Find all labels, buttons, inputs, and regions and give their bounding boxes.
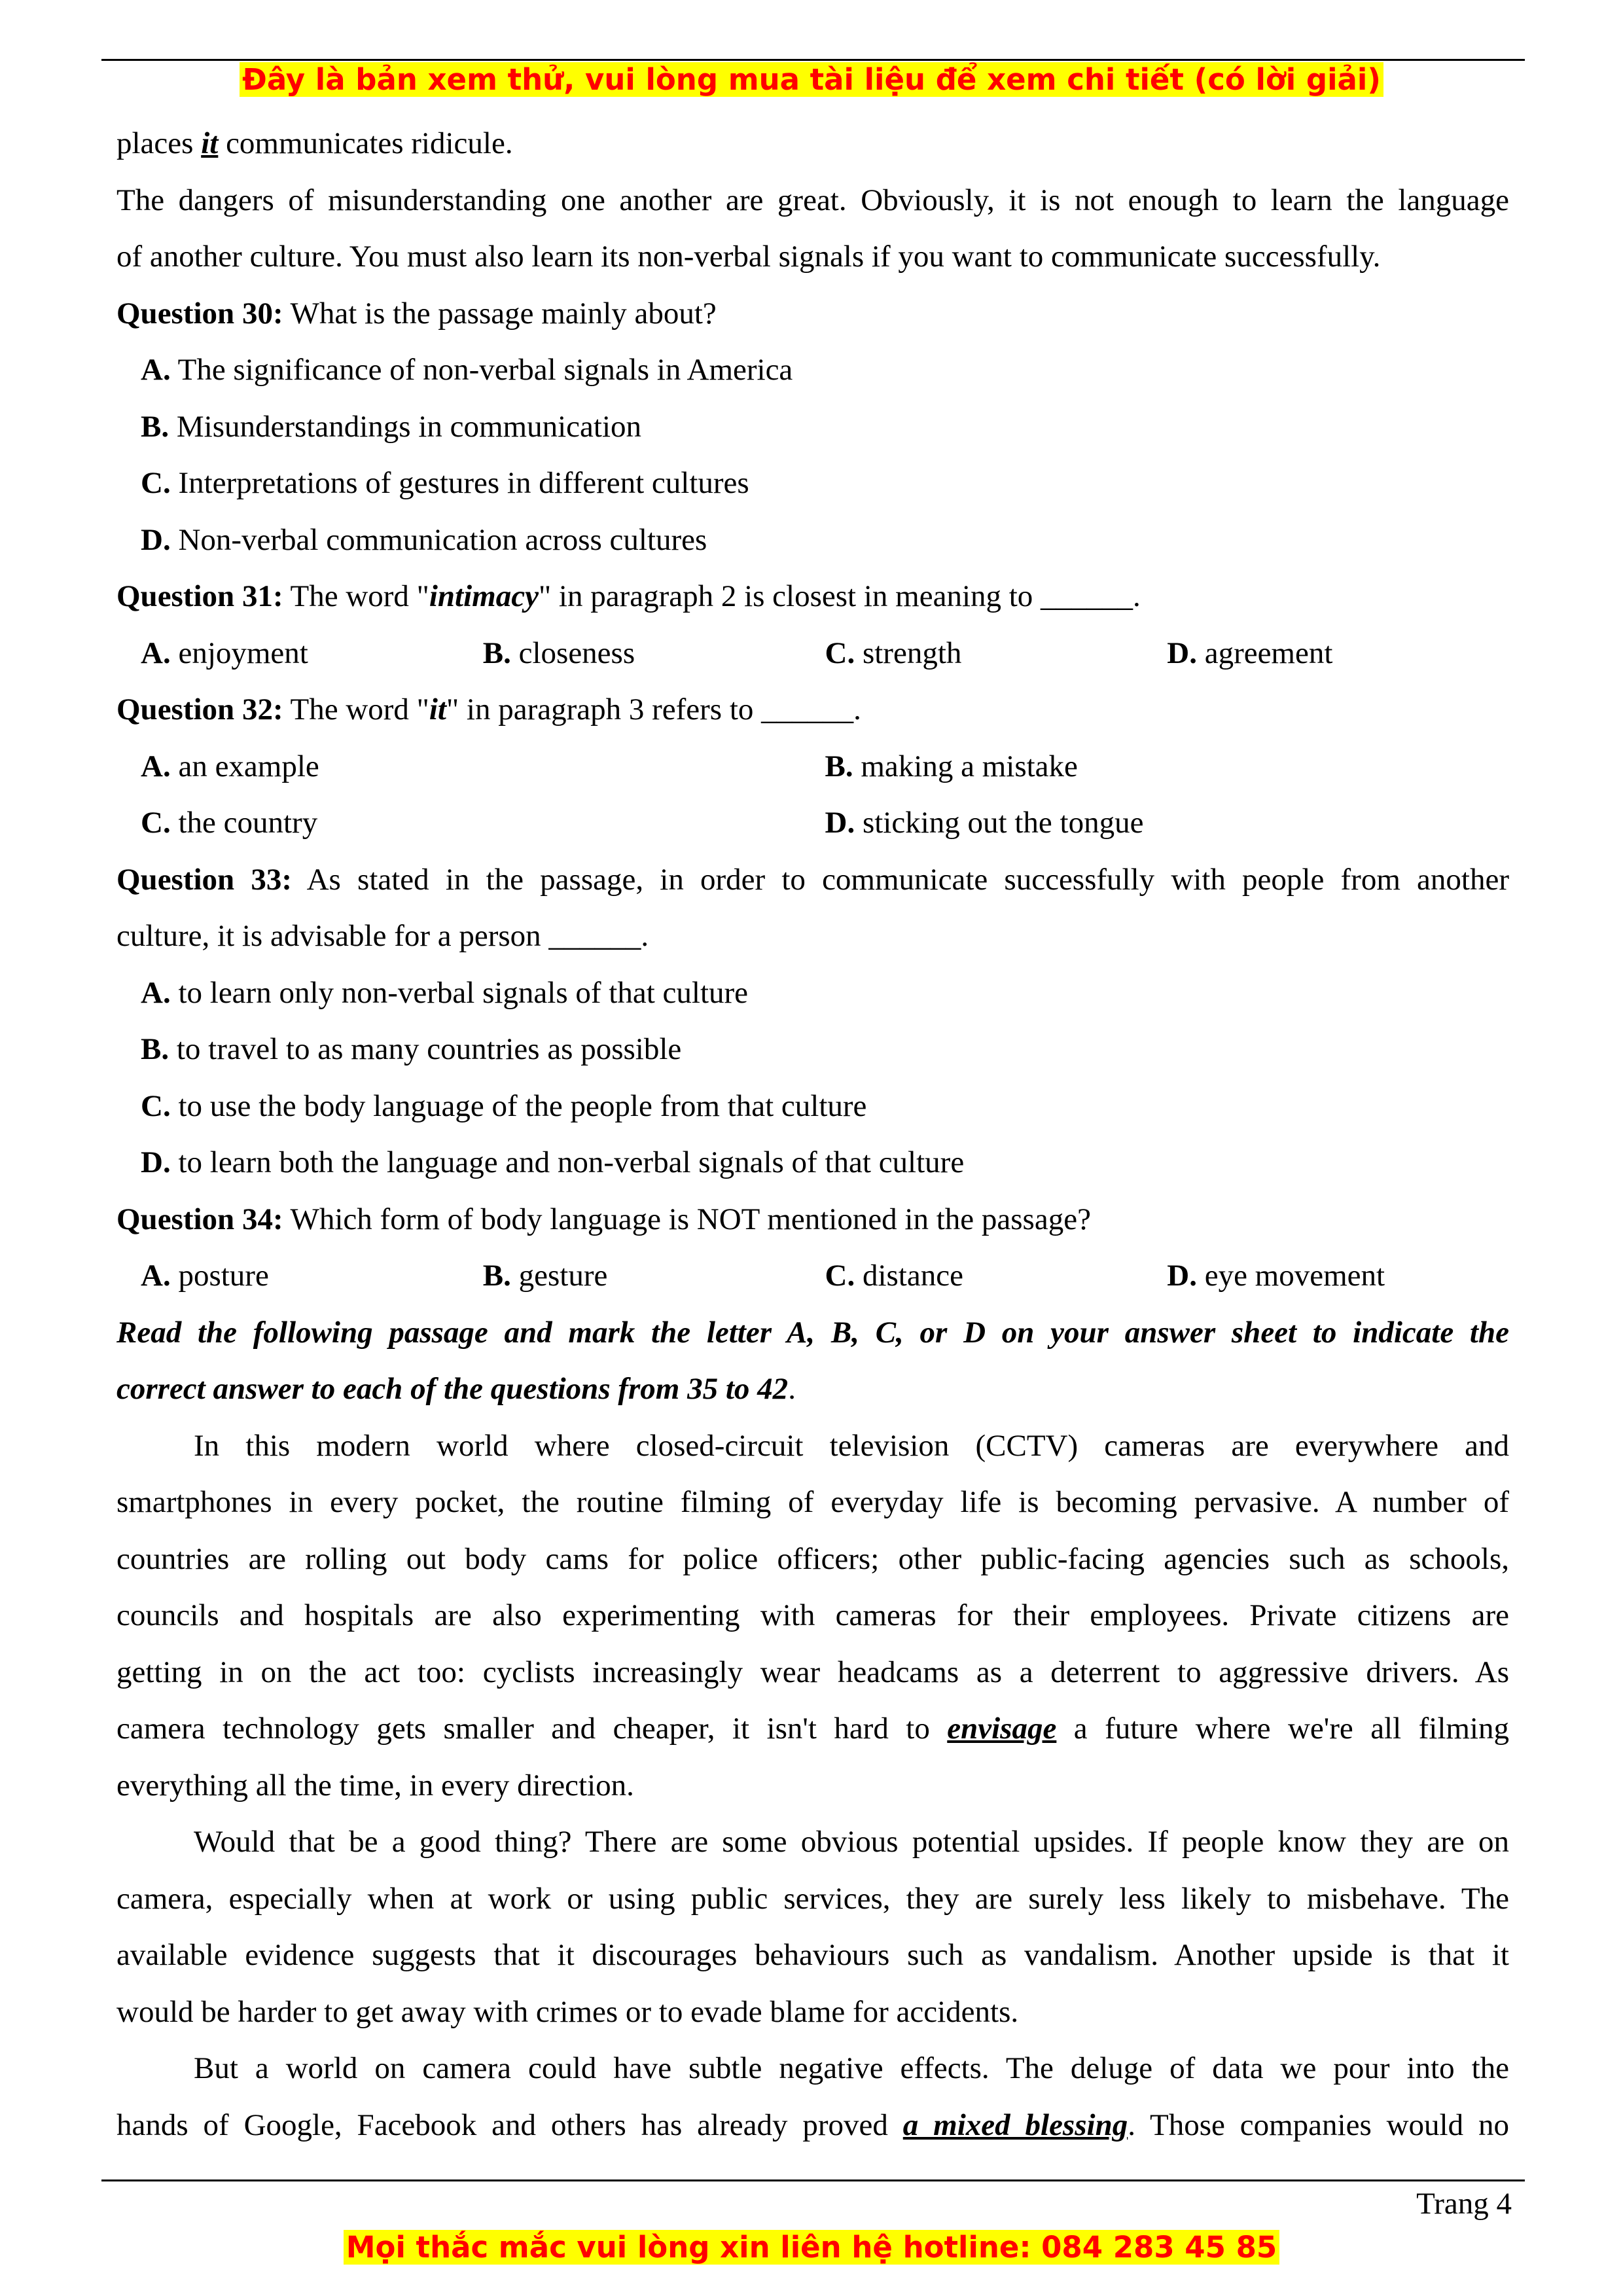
options-row: [116, 1247, 1509, 1304]
option-c[interactable]: C. strength: [825, 636, 962, 670]
passage-line: everything all the time, in every direction.: [116, 1768, 634, 1803]
passage-line: The dangers of misunderstanding one another are great. Obviously, it is not enough to learn the language: [116, 183, 1509, 217]
hotline-banner: [0, 2228, 1623, 2267]
option-d[interactable]: D. Non-verbal communication across cultures: [141, 522, 707, 557]
option-a[interactable]: A. enjoyment: [141, 636, 308, 670]
question-33-cont: culture, it is advisable for a person ______.: [116, 919, 649, 953]
passage-line: councils and hospitals are also experimenting with cameras for their employees. Private citizens are: [116, 1598, 1509, 1632]
option-d[interactable]: D. agreement: [1167, 636, 1333, 670]
passage-line: hands of Google, Facebook and others has already proved a mixed blessing. Those companies would no: [116, 2108, 1509, 2142]
options-row: [116, 625, 1509, 682]
option-c[interactable]: C. distance: [825, 1259, 963, 1293]
passage-line: But a world on camera could have subtle negative effects. The deluge of data we pour into the: [194, 2051, 1509, 2085]
option-c[interactable]: C. the country: [141, 806, 318, 840]
option-a[interactable]: A. The significance of non-verbal signals in America: [141, 353, 793, 387]
option-d[interactable]: D. to learn both the language and non-verbal signals of that culture: [141, 1145, 965, 1179]
question-34: Question 34: Which form of body language is NOT mentioned in the passage?: [116, 1202, 1091, 1236]
passage-line: places it communicates ridicule.: [116, 126, 513, 160]
option-d[interactable]: D. eye movement: [1167, 1259, 1385, 1293]
option-b[interactable]: B. to travel to as many countries as possible: [141, 1032, 682, 1066]
page-number: Trang 4: [1416, 2187, 1512, 2221]
option-a[interactable]: A. posture: [141, 1259, 269, 1293]
hotline-text: Mọi thắc mắc vui lòng xin liên hệ hotline: 084 283 45 85: [344, 2230, 1279, 2265]
page-content: [116, 115, 1509, 2153]
key-word: envisage: [947, 1712, 1057, 1746]
instruction: Read the following passage and mark the letter A, B, C, or D on your answer sheet to indicate the: [116, 1315, 1509, 1350]
options-row: [116, 795, 1509, 852]
option-a[interactable]: A. an example: [141, 749, 319, 783]
instruction-cont: correct answer to each of the questions from 35 to 42.: [116, 1372, 796, 1406]
option-c[interactable]: C. to use the body language of the people from that culture: [141, 1088, 867, 1123]
passage-line: would be harder to get away with crimes or to evade blame for accidents.: [116, 1994, 1019, 2029]
key-word: it: [429, 692, 446, 726]
option-b[interactable]: B. Misunderstandings in communication: [141, 409, 641, 444]
option-b[interactable]: B. making a mistake: [825, 749, 1078, 783]
passage-line: available evidence suggests that it discourages behaviours such as vandalism. Another upside is that it: [116, 1938, 1509, 1972]
question-33: Question 33: As stated in the passage, in order to communicate successfully with people from another: [116, 862, 1509, 897]
option-b[interactable]: B. closeness: [482, 636, 635, 670]
option-c[interactable]: C. Interpretations of gestures in different cultures: [141, 466, 749, 500]
referent-word: it: [201, 126, 219, 160]
passage-line: camera technology gets smaller and cheaper, it isn't hard to envisage a future where we're all filming: [116, 1712, 1509, 1746]
question-30: Question 30: What is the passage mainly about?: [116, 296, 717, 331]
key-phrase: a mixed blessing: [902, 2108, 1128, 2142]
passage-line: smartphones in every pocket, the routine filming of everyday life is becoming pervasive. A number of: [116, 1485, 1509, 1519]
question-31: Question 31: The word "intimacy" in paragraph 2 is closest in meaning to ______.: [116, 579, 1141, 613]
passage-line: countries are rolling out body cams for police officers; other public-facing agencies such as schools,: [116, 1541, 1509, 1576]
preview-notice-text: Đây là bản xem thử, vui lòng mua tài liệu để xem chi tiết (có lời giải): [240, 62, 1383, 97]
passage-line: getting in on the act too: cyclists increasingly wear headcams as a deterrent to aggressive drivers. As: [116, 1655, 1509, 1689]
passage-line: In this modern world where closed-circuit television (CCTV) cameras are everywhere and: [194, 1428, 1509, 1463]
preview-notice-banner: [0, 60, 1623, 99]
passage-line: camera, especially when at work or using public services, they are surely less likely to misbehave. The: [116, 1881, 1509, 1916]
passage-line: Would that be a good thing? There are some obvious potential upsides. If people know they are on: [194, 1825, 1509, 1859]
passage-line: of another culture. You must also learn its non-verbal signals if you want to communicate successfully.: [116, 240, 1381, 274]
question-32: Question 32: The word "it" in paragraph 3 refers to ______.: [116, 692, 861, 726]
options-row: [116, 738, 1509, 795]
option-b[interactable]: B. gesture: [482, 1259, 608, 1293]
option-a[interactable]: A. to learn only non-verbal signals of that culture: [141, 975, 749, 1010]
option-d[interactable]: D. sticking out the tongue: [825, 806, 1144, 840]
key-word: intimacy: [429, 579, 539, 613]
footer-rule: [101, 2179, 1525, 2181]
